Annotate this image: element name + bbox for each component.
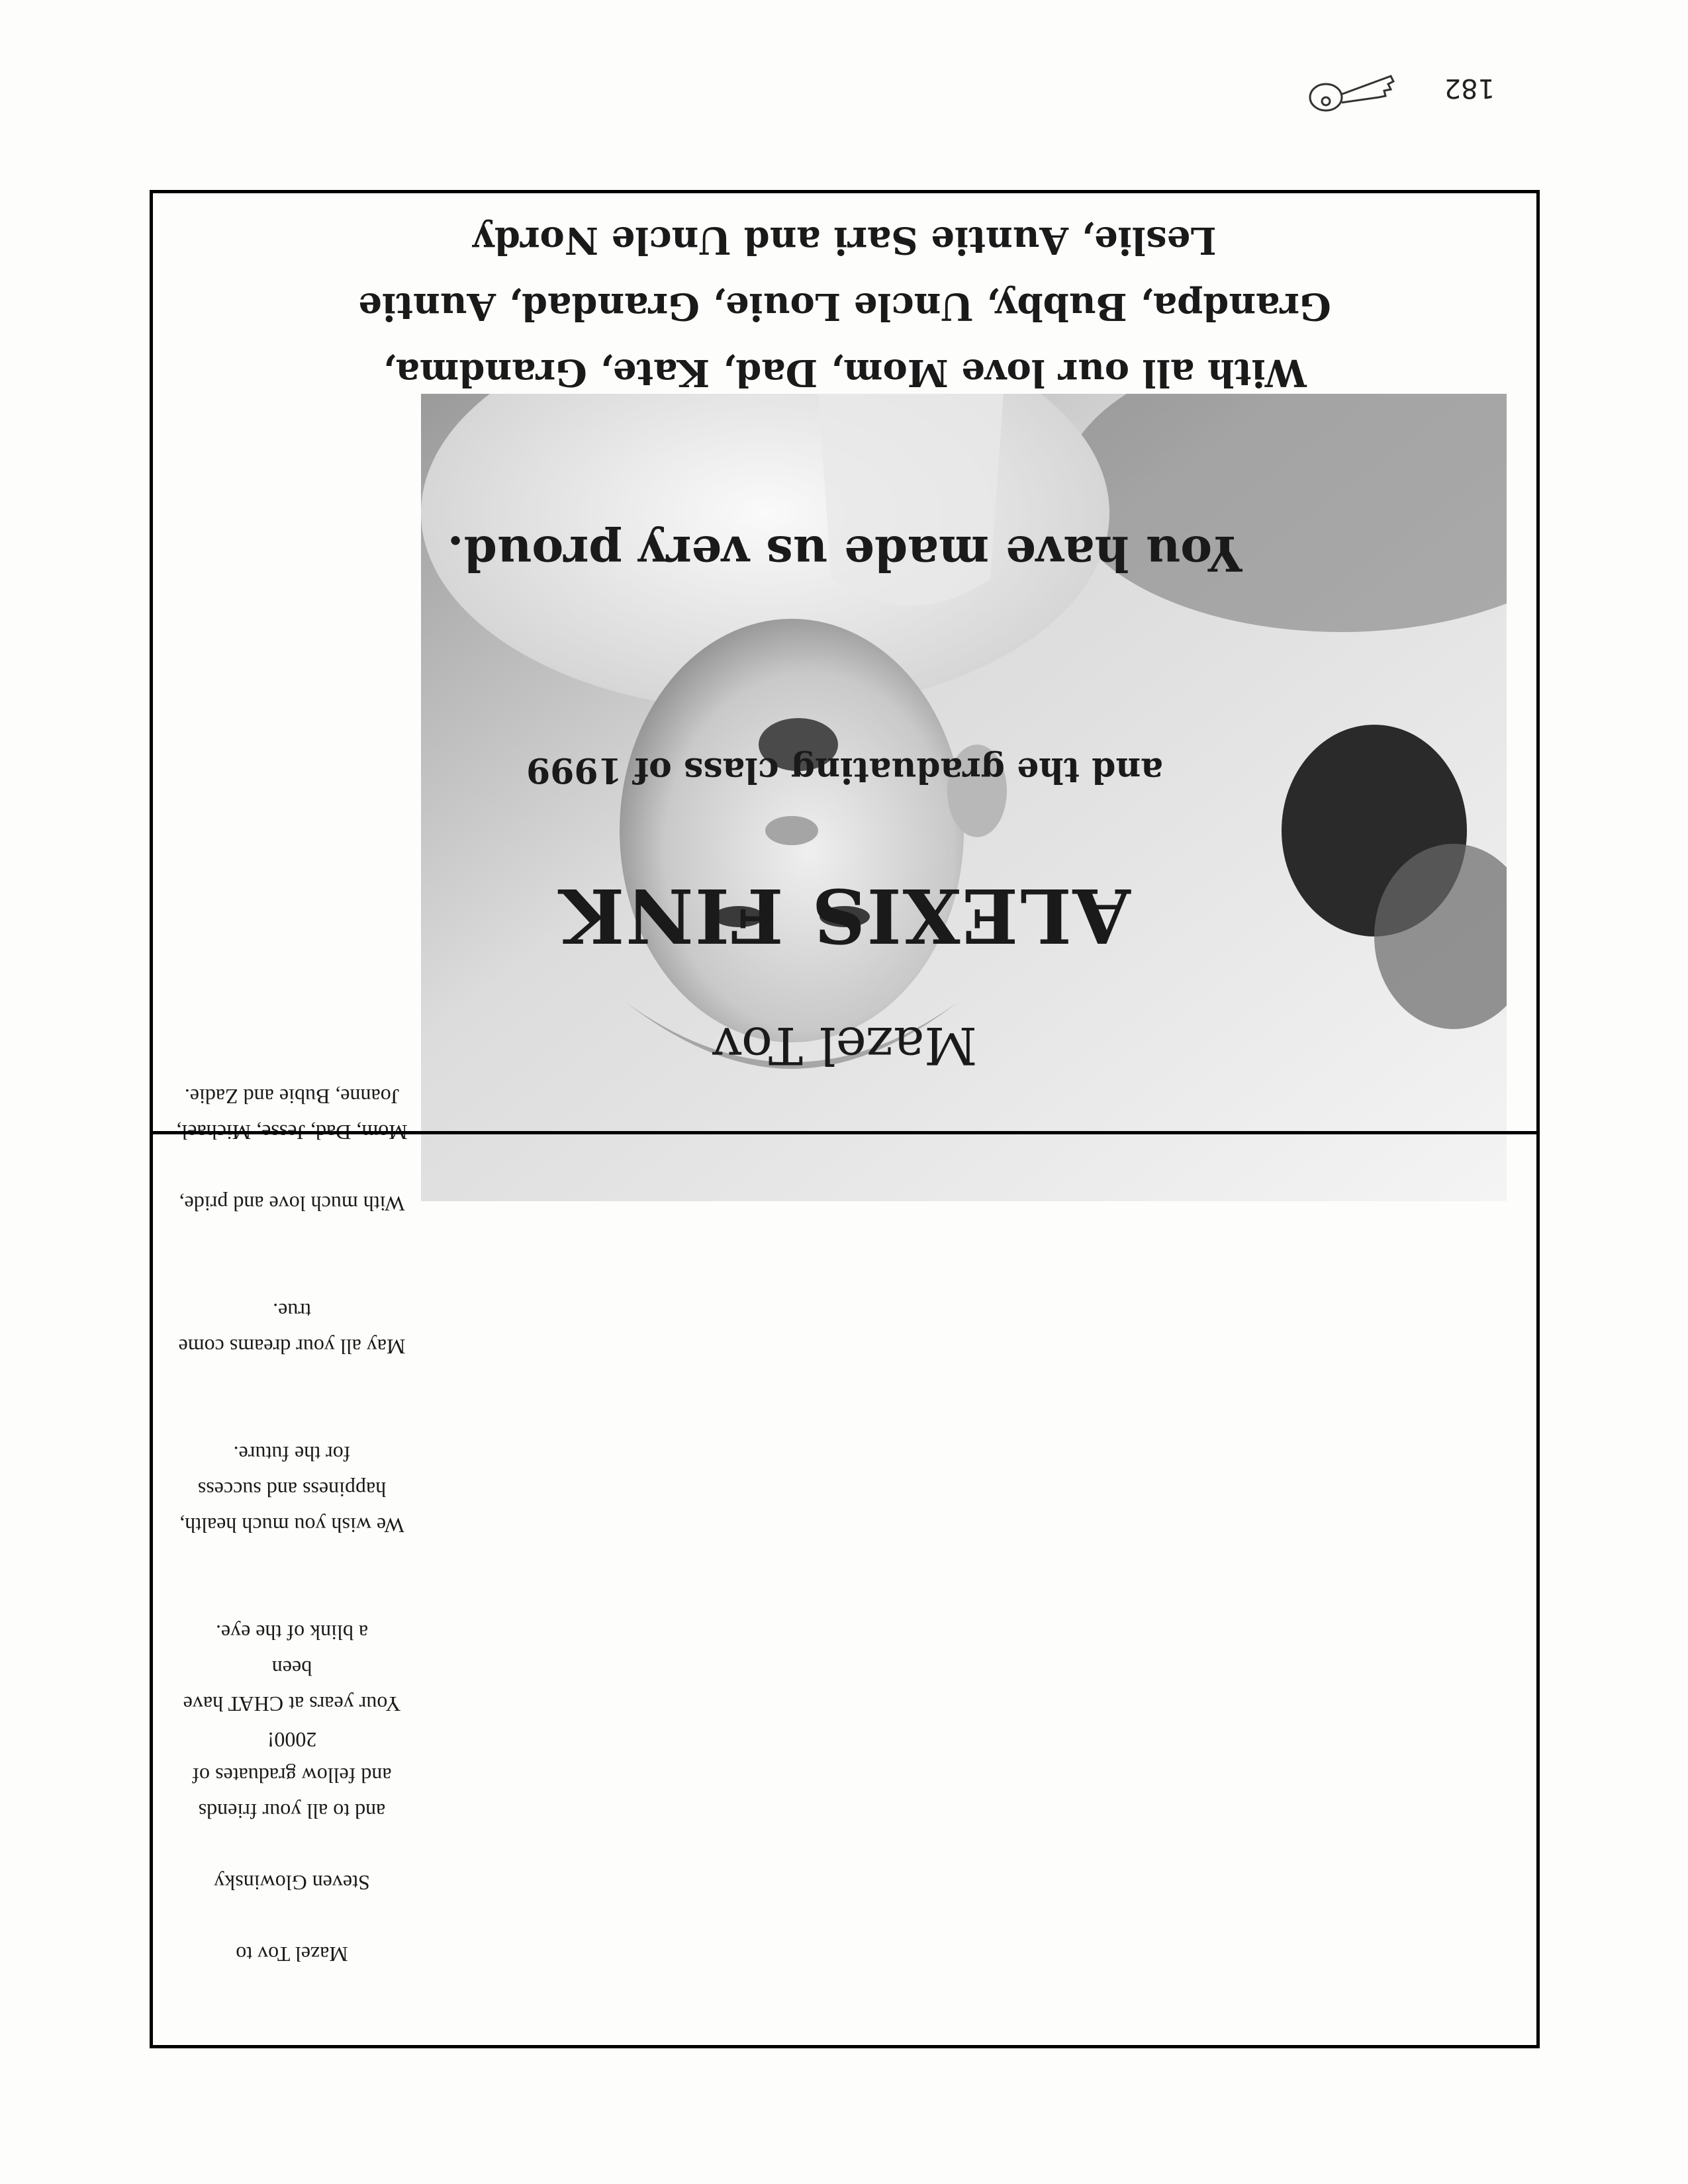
verse-line: With much love and pride,	[179, 1192, 405, 1216]
verse-line: a blink of the eye.	[215, 1621, 369, 1645]
verse-line: and to all your friends	[198, 1799, 386, 1823]
family-line: Leslie, Auntie Sari and Uncle Nordy	[473, 218, 1217, 262]
ad-heading: Mazel Tov	[712, 1015, 978, 1075]
family-signature	[153, 207, 1536, 406]
key-icon	[1307, 63, 1400, 129]
family-line: With all our love Mom, Dad, Kate, Grandma,	[383, 351, 1307, 394]
verse-line: Your years at CHAT have been	[183, 1657, 401, 1716]
class-line: and the graduating class of 1999	[526, 750, 1163, 790]
page-number: 182	[1444, 73, 1495, 103]
verse-line: Joanne, Bubie and Zadie.	[184, 1085, 400, 1109]
alexis-fink-ad	[153, 187, 1536, 1134]
verse-line: happiness and success	[197, 1478, 387, 1502]
ad-frame	[150, 190, 1540, 2048]
verse-line: May all your dreams come true.	[178, 1299, 406, 1359]
verse-line: for the future.	[233, 1442, 351, 1466]
verse-line: We wish you much health,	[179, 1514, 404, 1537]
verse-line: Steven Glowinsky	[214, 1871, 370, 1895]
family-line: Grandpa, Bubby, Uncle Louie, Grandad, Auntie	[358, 285, 1331, 328]
graduate-name: ALEXIS FINK	[559, 872, 1131, 958]
verse-line: Mom, Dad, Jesse, Michael,	[176, 1120, 408, 1144]
verse-line: and fellow graduates of 2000!	[192, 1728, 392, 1788]
verse-line: Mazel Tov to	[236, 1942, 348, 1966]
verse-text	[166, 1079, 418, 1972]
message: You have made us very proud.	[447, 525, 1243, 582]
